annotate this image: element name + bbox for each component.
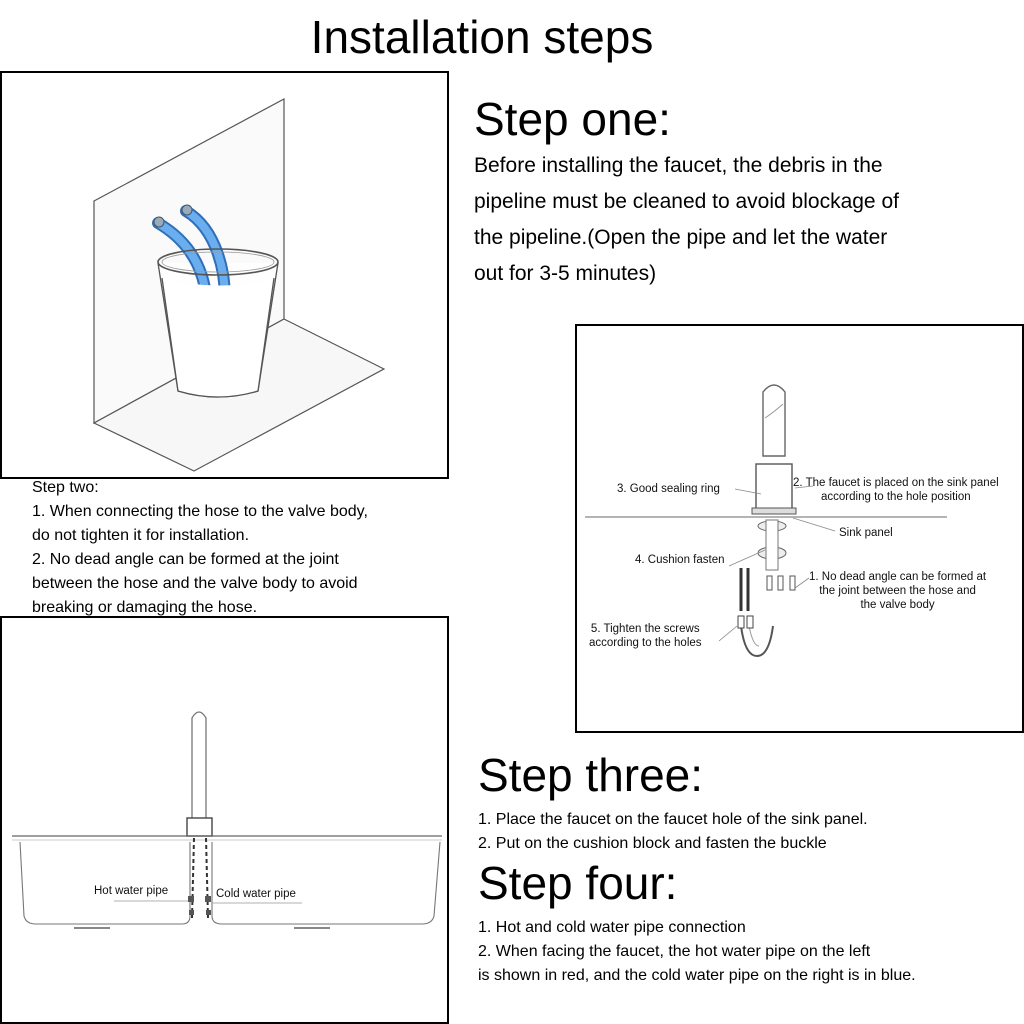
hoses bbox=[741, 568, 748, 611]
step-two-line: breaking or damaging the hose. bbox=[32, 599, 258, 616]
dead-angle-label bbox=[809, 570, 986, 612]
step-two-line: between the hose and the valve body to avoid bbox=[32, 575, 358, 592]
step-three-text bbox=[478, 808, 868, 856]
right-basin bbox=[212, 842, 440, 924]
valve-fittings bbox=[767, 576, 795, 590]
left-basin bbox=[20, 842, 190, 924]
sink-pipes-illustration bbox=[2, 618, 447, 1022]
step-four-line: 2. When facing the faucet, the hot water pipe on the left bbox=[478, 943, 871, 960]
cold-water-pipe-label: Cold water pipe bbox=[216, 888, 296, 900]
faucet-placement-label-line: 2. The faucet is placed on the sink panel bbox=[793, 477, 999, 489]
step-two-heading: Step two: bbox=[32, 479, 99, 496]
faucet-base bbox=[187, 818, 212, 836]
step-four-text bbox=[478, 916, 916, 988]
step-one-line: the pipeline.(Open the pipe and let the water bbox=[474, 226, 888, 249]
bucket-diagram-frame bbox=[0, 71, 449, 479]
dead-angle-label-line: the joint between the hose and bbox=[819, 585, 976, 597]
page-title: Installation steps bbox=[310, 11, 654, 63]
step-one-heading: Step one: bbox=[474, 93, 671, 145]
step-three-line: 1. Place the faucet on the faucet hole of the sink panel. bbox=[478, 811, 868, 828]
cushion-fasten-label: 4. Cushion fasten bbox=[635, 554, 725, 566]
step-three-line: 2. Put on the cushion block and fasten the buckle bbox=[478, 835, 827, 852]
faucet-installation-diagram-frame bbox=[575, 324, 1024, 733]
faucet-installation-illustration bbox=[577, 326, 1022, 731]
faucet-placement-label-line: according to the hole position bbox=[821, 491, 971, 503]
step-one-line: Before installing the faucet, the debris in the bbox=[474, 154, 883, 177]
tighten-screws-label-line: according to the holes bbox=[589, 637, 702, 649]
faucet-placement-label bbox=[793, 476, 999, 504]
faucet-spout bbox=[763, 385, 785, 456]
step-four-line: 1. Hot and cold water pipe connection bbox=[478, 919, 746, 936]
step-three-heading: Step three: bbox=[478, 749, 704, 801]
hose-fitting-left bbox=[154, 217, 164, 227]
step-one-line: out for 3-5 minutes) bbox=[474, 262, 657, 285]
tighten-screws-label-line: 5. Tighten the screws bbox=[590, 623, 700, 635]
step-four-heading: Step four: bbox=[478, 857, 678, 909]
good-sealing-ring-label: 3. Good sealing ring bbox=[617, 483, 720, 495]
step-one-text bbox=[474, 148, 899, 292]
step-four-line: is shown in red, and the cold water pipe on the right is in blue. bbox=[478, 967, 916, 984]
tighten-screws-label bbox=[589, 622, 702, 650]
hot-water-pipe-label: Hot water pipe bbox=[94, 885, 169, 897]
step-two-line: do not tighten it for installation. bbox=[32, 527, 250, 544]
step-two-line: 2. No dead angle can be formed at the joint bbox=[32, 551, 339, 568]
step-two-text bbox=[32, 476, 368, 620]
step-one-line: pipeline must be cleaned to avoid blockage of bbox=[474, 190, 899, 213]
water-pipes bbox=[192, 838, 208, 918]
sink-pipes-diagram-frame bbox=[0, 616, 449, 1024]
dead-angle-label-line: 1. No dead angle can be formed at bbox=[809, 571, 987, 583]
sink-panel-label: Sink panel bbox=[839, 527, 893, 539]
hose-fitting-right bbox=[182, 205, 192, 215]
dead-angle-label-line: the valve body bbox=[860, 599, 935, 611]
bucket-hoses-illustration bbox=[2, 73, 447, 477]
faucet bbox=[192, 712, 206, 820]
step-two-line: 1. When connecting the hose to the valve body, bbox=[32, 503, 368, 520]
faucet-base bbox=[756, 464, 792, 510]
